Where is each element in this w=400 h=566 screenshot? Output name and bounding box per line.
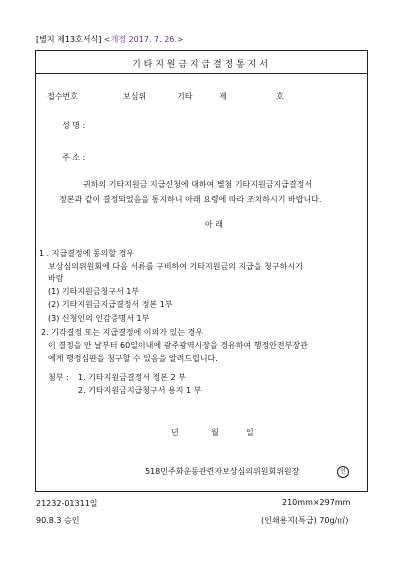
address-label: 주 소 : (62, 153, 86, 162)
document-title: 기 타 지 원 금 지 급 결 정 통 지 서 (132, 60, 268, 70)
date-month: 월 (211, 428, 219, 437)
attachment-item-2: 2. 기타지원금지급청구서 용지 1 부 (78, 386, 202, 395)
attachment-item-1: 1. 기타지원금결정서 정본 2 부 (78, 373, 186, 382)
date-year: 년 (171, 428, 179, 437)
attachments-label: 첨부 : (48, 373, 69, 382)
section-2-text-1: 이 결정을 안 날부터 60일이내에 광주광역시장을 경유하여 행정안전부장관 (48, 341, 308, 350)
form-number: [별지 제13호서식] (36, 35, 102, 44)
name-label: 성 명 : (62, 121, 86, 130)
issuer-name: 518민주화운동관련자보상심의위원회위원장 (145, 467, 300, 476)
footer-paper: (인쇄용지(특급) 70g/㎡) (261, 516, 349, 525)
section-1-item: (2) 기타지원금지급결정서 정본 1부 (48, 300, 173, 309)
section-1-text-1: 보상심의위원회에 다음 서류를 구비하여 기타지원금의 지급을 청구하시기 (48, 262, 303, 271)
body-line-1: 귀하의 기타지원금 지급신청에 대하여 별첨 기타지원금지급결정서 (83, 180, 313, 189)
seal-mark: 인 (337, 466, 349, 478)
receipt-ho: 호 (276, 92, 284, 101)
footer-size: 210mm×297mm (282, 498, 351, 507)
section-1-item: (1) 기타지원금청구서 1부 (48, 287, 140, 296)
section-1-text-2: 바람 (48, 274, 64, 283)
below-heading: 아 래 (205, 220, 223, 229)
section-1-title: 1 . 지급결정에 동의할 경우 (39, 249, 135, 258)
body-line-2: 정본과 같이 결정되었음을 통지하니 아래 요령에 따라 조치하시기 바랍니다. (59, 195, 322, 204)
section-1-item: (3) 신청인의 인감증명서 1부 (48, 314, 150, 323)
receipt-type: 기타 (177, 92, 193, 101)
revision-date: <개정 2017. 7. 26.> (103, 35, 184, 44)
section-2-text-2: 에게 행정심판을 청구할 수 있음을 알려드립니다. (48, 354, 218, 363)
date-day: 일 (246, 428, 254, 437)
form-number-header (36, 34, 184, 45)
section-2-title: 2. 기각결정 또는 지급결정에 이의가 있는 경우 (41, 328, 203, 337)
receipt-je: 제 (219, 92, 227, 101)
footer-approval: 90.8.3 승인 (36, 516, 80, 525)
receipt-prefix: 보심위 (123, 92, 147, 101)
title-divider (36, 73, 367, 74)
footer-code: 21232-01311일 (36, 499, 98, 508)
receipt-number-label: 접수번호 (47, 92, 78, 101)
